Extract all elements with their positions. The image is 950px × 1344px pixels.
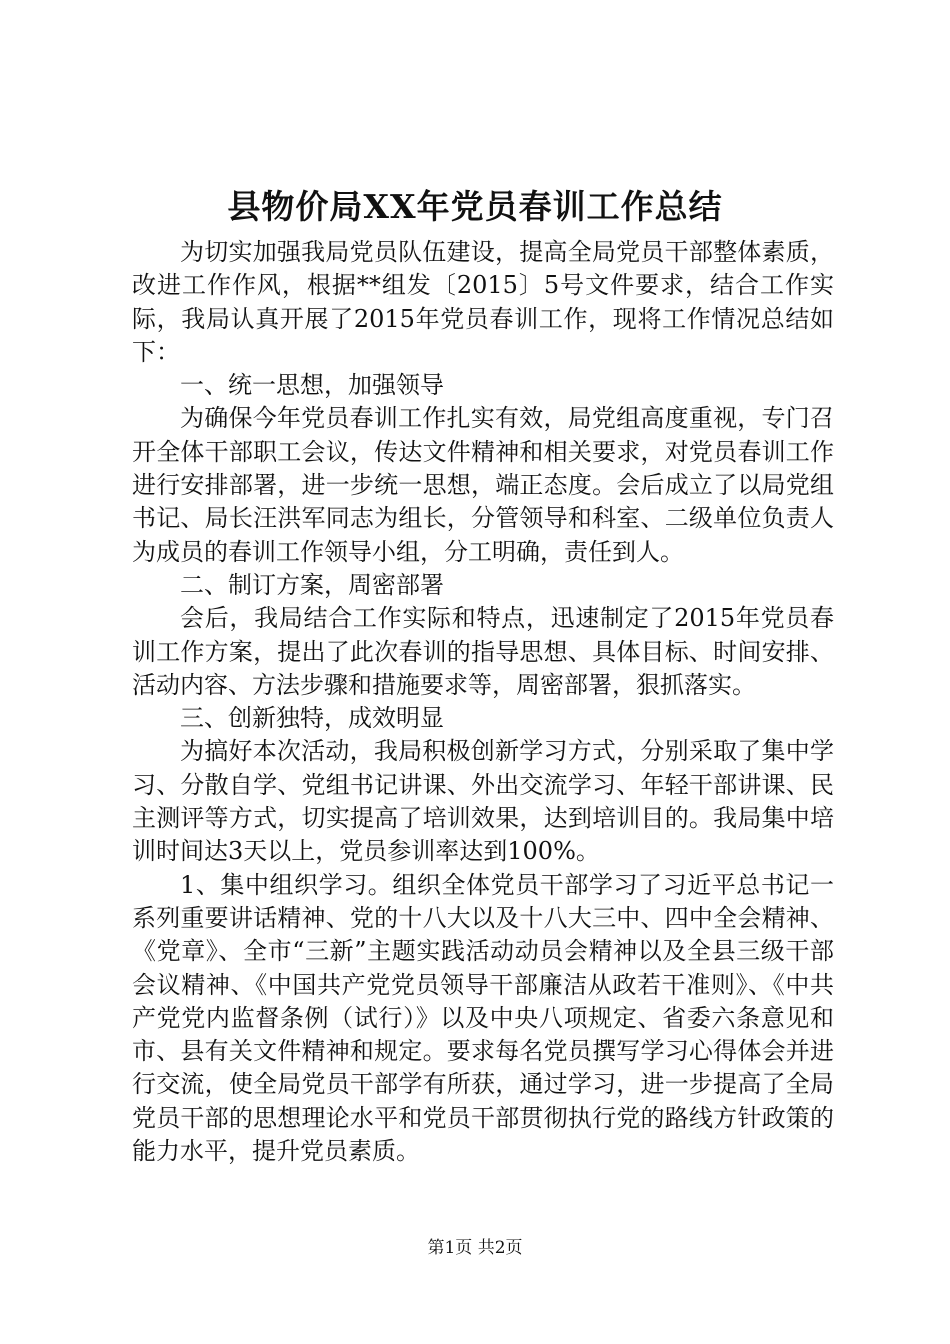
section-1-paragraph: 为确保今年党员春训工作扎实有效，局党组高度重视，专门召开全体干部职工会议，传达文件精神和相关要求，对党员春训工作进行安排部署，进一步统一思想，端正态度。会后成立了以局党组书记、局长汪洪军同志为组长，分管领导和科室、二级单位负责人为成员的春训工作领导小组，分工明确，责任到人。 (132, 404, 834, 566)
section-heading-2: 二、制订方案，周密部署 (180, 570, 444, 599)
document-body (132, 236, 834, 1168)
section-heading-3: 三、创新独特，成效明显 (180, 704, 444, 733)
section-heading-1: 一、统一思想，加强领导 (180, 371, 444, 400)
document-title: 县物价局XX年党员春训工作总结 (227, 187, 723, 226)
section-3-paragraph: 为搞好本次活动，我局积极创新学习方式，分别采取了集中学习、分散自学、党组书记讲课、外出交流学习、年轻干部讲课、民主测评等方式，切实提高了培训效果，达到培训目的。我局集中培训时间达3天以上，党员参训率达到100%。 (132, 737, 834, 866)
section-2-paragraph: 会后，我局结合工作实际和特点，迅速制定了2015年党员春训工作方案，提出了此次春训的指导思想、具体目标、时间安排、活动内容、方法步骤和措施要求等，周密部署，狠抓落实。 (132, 604, 834, 699)
page-indicator: 第1页 共2页 (427, 1238, 523, 1258)
intro-paragraph: 为切实加强我局党员队伍建设，提高全局党员干部整体素质，改进工作作风，根据**组发〔2015〕5号文件要求，结合工作实际，我局认真开展了2015年党员春训工作，现将工作情况总结如下： (132, 238, 834, 366)
subsection-1-paragraph: 1、集中组织学习。组织全体党员干部学习了习近平总书记一系列重要讲话精神、党的十八大以及十八大三中、四中全会精神、《党章》、全市“三新”主题实践活动动员会精神以及全县三级干部会议精神、《中国共产党党员领导干部廉洁从政若干准则》、《中共产党党内监督条例（试行）》以及中央八项规定、省委六条意见和市、县有关文件精神和规定。要求每名党员撰写学习心得体会并进行交流，使全局党员干部学有所获，通过学习，进一步提高了全局党员干部的思想理论水平和党员干部贯彻执行党的路线方针政策的能力水平，提升党员素质。 (132, 870, 834, 1166)
